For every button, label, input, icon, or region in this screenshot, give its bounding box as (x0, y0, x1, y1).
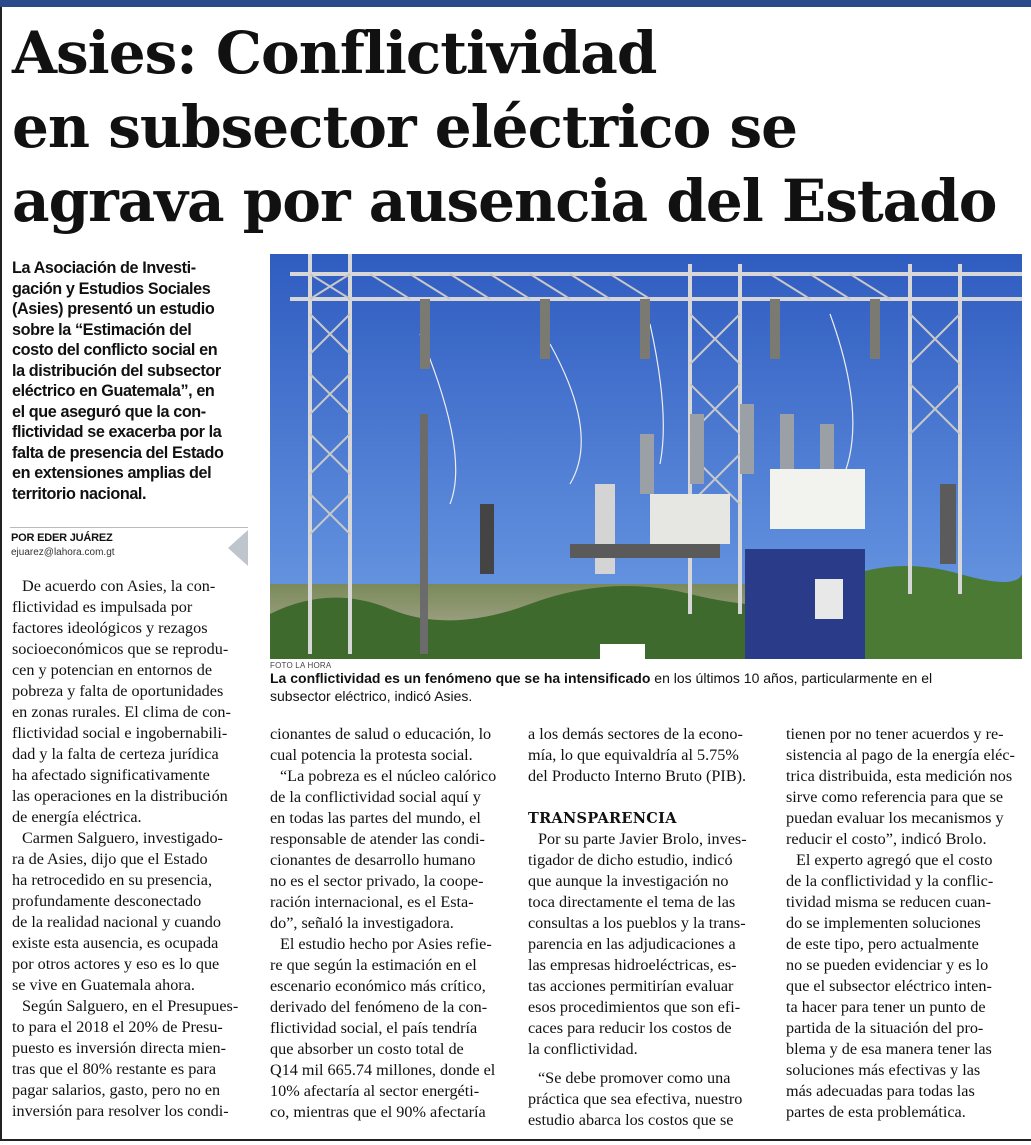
body-line: socioeconómicos que se reprodu- (12, 640, 229, 658)
lead-line: costo del conflicto social en (12, 341, 218, 359)
lead-line: territorio nacional. (12, 484, 147, 503)
body-line: mía, lo que equivaldría al 5.75% (528, 746, 739, 764)
body-line: de energía eléctrica. (12, 808, 142, 826)
body-line: cual potencia la protesta social. (270, 746, 473, 764)
body-line: no se pueden evidenciar y es lo (786, 956, 989, 974)
body-line: estudio abarca los costos que se (528, 1111, 734, 1129)
body-line: parencia en las adjudicaciones a (528, 935, 736, 953)
body-line: Por su parte Javier Brolo, inves- (538, 830, 747, 848)
body-line: soluciones más efectivas y las (786, 1061, 981, 1079)
body-line: ra de Asies, dijo que el Estado (12, 850, 208, 868)
lead-line: en extensiones amplias del (12, 464, 212, 482)
body-line: cionantes de desarrollo humano (270, 851, 476, 869)
body-line: profundamente desconectado (12, 892, 202, 910)
body-line: blema y de esa manera tener las (786, 1040, 992, 1058)
body-line: do”, señaló la investigadora. (270, 914, 454, 932)
body-line: De acuerdo con Asies, la con- (22, 577, 216, 595)
body-line: reducir el costo”, indicó Brolo. (786, 830, 987, 848)
body-column-4 (786, 724, 1024, 1123)
body-line: tividad misma se reducen cuan- (786, 893, 991, 911)
headline-line: Asies: Conflictividad (12, 19, 657, 87)
body-line: práctica que sea efectiva, nuestro (528, 1090, 743, 1108)
byline-author: POR EDER JUÁREZ (11, 532, 113, 544)
body-line: del Producto Interno Bruto (PIB). (528, 767, 747, 785)
body-line: existe esta ausencia, es ocupada (12, 934, 219, 952)
lead-line: sobre la “Estimación del (12, 320, 192, 339)
body-line: “La pobreza es el núcleo calórico (280, 767, 497, 785)
bottom-border-rule (0, 1139, 1031, 1141)
lead-line: eléctrico en Guatemala”, en (12, 382, 215, 400)
body-line: tras que el 80% restante es para (12, 1060, 217, 1078)
body-line: ha retrocedido en su presencia, (12, 871, 213, 889)
caption-bold: La conflictividad es un fenómeno que se ha intensificado (270, 670, 651, 686)
caption-line-1 (270, 669, 1022, 687)
body-line: El experto agregó que el costo (796, 851, 993, 869)
lead-line: La Asociación de Investi- (12, 259, 196, 277)
photo-credit: FOTO LA HORA (270, 661, 332, 670)
body-line: inversión para resolver los condi- (12, 1102, 229, 1120)
body-line: en todas las partes del mundo, el (270, 809, 481, 827)
body-line: que aunque la investigación no (528, 872, 729, 890)
news-photo (270, 254, 1022, 659)
body-line: caces para reducir los costos de (528, 1019, 732, 1037)
lead-line: el que aseguró que la con- (12, 402, 206, 421)
body-line: que absorber un costo total de (270, 1040, 464, 1058)
lead-paragraph (12, 258, 254, 504)
body-line: escenario económico más crítico, (270, 977, 486, 995)
body-line: tas acciones permitirían evaluar (528, 977, 734, 995)
body-line: flictividad social e ingobernabili- (12, 724, 228, 742)
left-border-rule (0, 7, 2, 1139)
lead-line: la distribución del subsector (12, 361, 221, 380)
body-line: pagar salarios, gasto, pero no en (12, 1081, 221, 1099)
body-line: to para el 2018 el 20% de Presu- (12, 1018, 223, 1036)
body-line: toca directamente el tema de las (528, 893, 736, 911)
lead-line: (Asies) presentó un estudio (12, 300, 215, 318)
body-line: tienen por no tener acuerdos y re- (786, 725, 1004, 743)
body-line: El estudio hecho por Asies refie- (280, 935, 492, 953)
body-line: cionantes de salud o educación, lo (270, 725, 492, 743)
body-line: por otros actores y eso es lo que (12, 955, 220, 973)
substation-illustration (270, 254, 1022, 659)
body-line: re que según la estimación en el (270, 956, 477, 974)
body-line: la conflictividad. (528, 1040, 638, 1058)
body-line: sistencia al pago de la energía eléc- (786, 746, 1015, 764)
body-column-1 (12, 576, 250, 1122)
caption-line-2: subsector eléctrico, indicó Asies. (270, 688, 473, 704)
body-line: ta hacer para tener un punto de (786, 998, 986, 1016)
body-line: flictividad es impulsada por (12, 598, 193, 616)
body-line: factores ideológicos y rezagos (12, 619, 208, 637)
body-line: las operaciones en la distribución (12, 787, 228, 805)
body-line: sirve como referencia para que se (786, 788, 1004, 806)
body-line: esos procedimientos que son efi- (528, 998, 741, 1016)
body-line: Según Salguero, en el Presupues- (22, 997, 239, 1015)
body-line: puesto es inversión directa mien- (12, 1039, 226, 1057)
body-line: de la conflictividad y la conflic- (786, 872, 994, 890)
body-line: “Se debe promover como una (538, 1069, 731, 1087)
body-line: ha afectado significativamente (12, 766, 210, 784)
body-line: a los demás sectores de la econo- (528, 725, 743, 743)
body-line: puedan evaluar los mecanismos y (786, 809, 1004, 827)
body-line: en zonas rurales. El clima de con- (12, 703, 231, 721)
body-line: partes de esta problemática. (786, 1103, 966, 1121)
byline-email: ejuarez@lahora.com.gt (11, 547, 115, 558)
top-color-bar (0, 0, 1031, 7)
headline (12, 16, 1017, 238)
photo-caption (270, 669, 1022, 705)
body-line: pobreza y falta de oportunidades (12, 682, 224, 700)
lead-line: falta de presencia del Estado (12, 443, 224, 462)
body-line: co, mientras que el 90% afectaría (270, 1103, 486, 1121)
body-line: flictividad social, el país tendría (270, 1019, 478, 1037)
headline-line: agrava por ausencia del Estado (12, 167, 997, 235)
body-line: las empresas hidroeléctricas, es- (528, 956, 737, 974)
body-line: tigador de dicho estudio, indicó (528, 851, 733, 869)
lead-line: flictividad se exacerba por la (12, 423, 222, 441)
body-line: do se implementen soluciones (786, 914, 981, 932)
body-line: derivado del fenómeno de la con- (270, 998, 488, 1016)
body-line: 10% afectaría al sector energéti- (270, 1082, 480, 1100)
caption-rest: en los últimos 10 años, particularmente en el (650, 670, 933, 686)
body-line: consultas a los pueblos y la trans- (528, 914, 746, 932)
headline-line: en subsector eléctrico se (12, 93, 798, 161)
body-line: más adecuadas para todas las (786, 1082, 975, 1100)
body-line: ración internacional, es el Esta- (270, 893, 474, 911)
body-line: que el subsector eléctrico inten- (786, 977, 992, 995)
body-line: trica distribuida, esta medición nos (786, 767, 1013, 785)
body-line: partida de la situación del pro- (786, 1019, 984, 1037)
body-line: cen y potencian en entornos de (12, 661, 213, 679)
byline-arrow-icon (228, 530, 248, 566)
body-line: de la realidad nacional y cuando (12, 913, 221, 931)
lead-line: gación y Estudios Sociales (12, 279, 211, 298)
body-column-2 (270, 724, 508, 1123)
body-line: Q14 mil 665.74 millones, donde el (270, 1061, 496, 1079)
body-line: no es el sector privado, la coope- (270, 872, 484, 890)
body-line: responsable de atender las condi- (270, 830, 485, 848)
body-line: dad y la falta de certeza jurídica (12, 745, 219, 763)
body-line: Carmen Salguero, investigado- (22, 829, 223, 847)
body-line: se vive en Guatemala ahora. (12, 976, 195, 994)
body-line: de este tipo, pero actualmente (786, 935, 979, 953)
body-line: de la conflictividad social aquí y (270, 788, 481, 806)
byline (10, 527, 248, 566)
body-column-3 (528, 724, 766, 1131)
subheading-transparencia: TRANSPARENCIA (528, 810, 677, 827)
